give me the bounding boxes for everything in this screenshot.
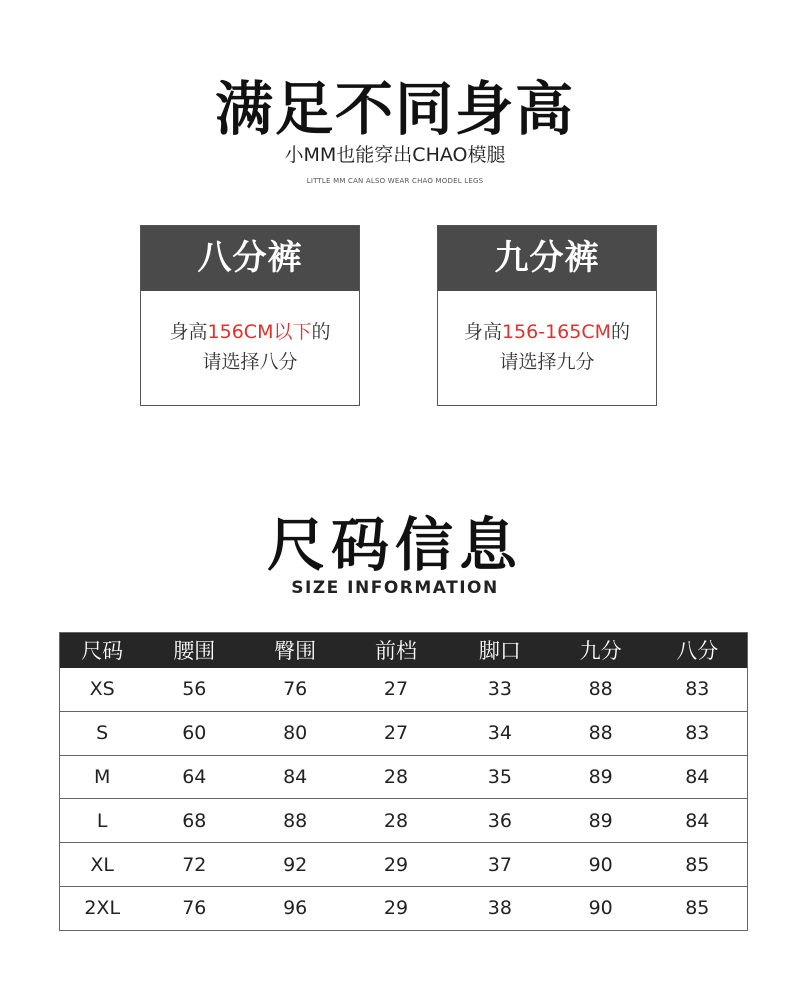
table-cell: 84 — [648, 755, 748, 799]
header-cell: 尺码 — [60, 633, 145, 668]
table-cell: 84 — [244, 755, 346, 799]
card-heading: 九分裤 — [438, 226, 656, 291]
table-cell: 56 — [144, 668, 244, 712]
card-line-prefix: 身高 — [169, 321, 208, 343]
table-cell: 38 — [487, 897, 512, 920]
card-line-2: 请选择八分 — [202, 351, 298, 373]
table-cell: 29 — [383, 897, 409, 920]
header-cell: 臀围 — [244, 633, 346, 668]
table-cell: 36 — [446, 799, 554, 843]
size-section-title: 尺码信息 — [266, 511, 523, 579]
table-cell: XL — [60, 843, 145, 887]
table-cell: 85 — [685, 897, 710, 920]
table-cell: S — [60, 711, 145, 755]
header-cell: 九分 — [554, 633, 648, 668]
table-cell: 64 — [144, 755, 244, 799]
card-nine-tenths — [437, 225, 657, 406]
table-row — [60, 668, 748, 712]
card-body — [141, 291, 359, 377]
table-cell: 80 — [244, 711, 346, 755]
hero-title: 满足不同身高 — [214, 75, 575, 143]
table-cell: 37 — [446, 843, 554, 887]
table-cell: 72 — [144, 843, 244, 887]
table-cell: 89 — [554, 755, 648, 799]
table-cell: 76 — [182, 897, 207, 920]
table-cell: 88 — [554, 668, 648, 712]
card-line-prefix: 身高 — [463, 321, 502, 343]
card-line-1 — [141, 317, 359, 347]
card-heading: 八分裤 — [141, 226, 359, 291]
table-row — [60, 799, 748, 843]
table-cell: 83 — [648, 668, 748, 712]
card-height-highlight: 156CM以下 — [207, 321, 312, 343]
table-cell: XS — [60, 668, 145, 712]
table-cell: 88 — [554, 711, 648, 755]
table-cell: 29 — [346, 843, 446, 887]
table-row — [60, 843, 748, 887]
table-cell: 27 — [346, 668, 446, 712]
card-height-highlight: 156-165CM — [501, 321, 612, 343]
table-cell: 92 — [244, 843, 346, 887]
table-cell: 60 — [144, 711, 244, 755]
table-row — [60, 886, 748, 930]
table-cell: 90 — [588, 897, 613, 920]
table-row — [60, 755, 748, 799]
table-cell: 89 — [554, 799, 648, 843]
header-cell: 脚口 — [446, 633, 554, 668]
table-cell: 76 — [244, 668, 346, 712]
size-section-subtitle: SIZE INFORMATION — [291, 578, 499, 598]
table-cell: 34 — [446, 711, 554, 755]
table-cell: 88 — [244, 799, 346, 843]
table-cell: 90 — [554, 843, 648, 887]
header-cell: 前档 — [346, 633, 446, 668]
size-table-header-row — [60, 633, 748, 668]
table-cell: 33 — [446, 668, 554, 712]
header-cell: 腰围 — [144, 633, 244, 668]
size-table — [59, 632, 748, 931]
hero-tagline: LITTLE MM CAN ALSO WEAR CHAO MODEL LEGS — [306, 177, 484, 185]
table-cell: 96 — [283, 897, 308, 920]
table-row — [60, 711, 748, 755]
table-cell: 28 — [346, 799, 446, 843]
table-cell: M — [60, 755, 145, 799]
table-cell: 68 — [144, 799, 244, 843]
table-cell: 27 — [346, 711, 446, 755]
table-cell: 85 — [648, 843, 748, 887]
card-line-1 — [438, 317, 656, 347]
header-cell: 八分 — [648, 633, 748, 668]
hero-subtitle: 小MM也能穿出CHAO模腿 — [284, 144, 506, 166]
table-cell: 84 — [648, 799, 748, 843]
table-cell: L — [60, 799, 145, 843]
card-body — [438, 291, 656, 377]
table-cell: 28 — [346, 755, 446, 799]
card-line-2: 请选择九分 — [499, 351, 595, 373]
card-line-suffix: 的 — [611, 321, 631, 343]
table-cell: 35 — [446, 755, 554, 799]
card-eight-tenths — [140, 225, 360, 406]
card-line-suffix: 的 — [311, 321, 331, 343]
table-cell: 83 — [648, 711, 748, 755]
table-cell: 2XL — [84, 897, 121, 920]
